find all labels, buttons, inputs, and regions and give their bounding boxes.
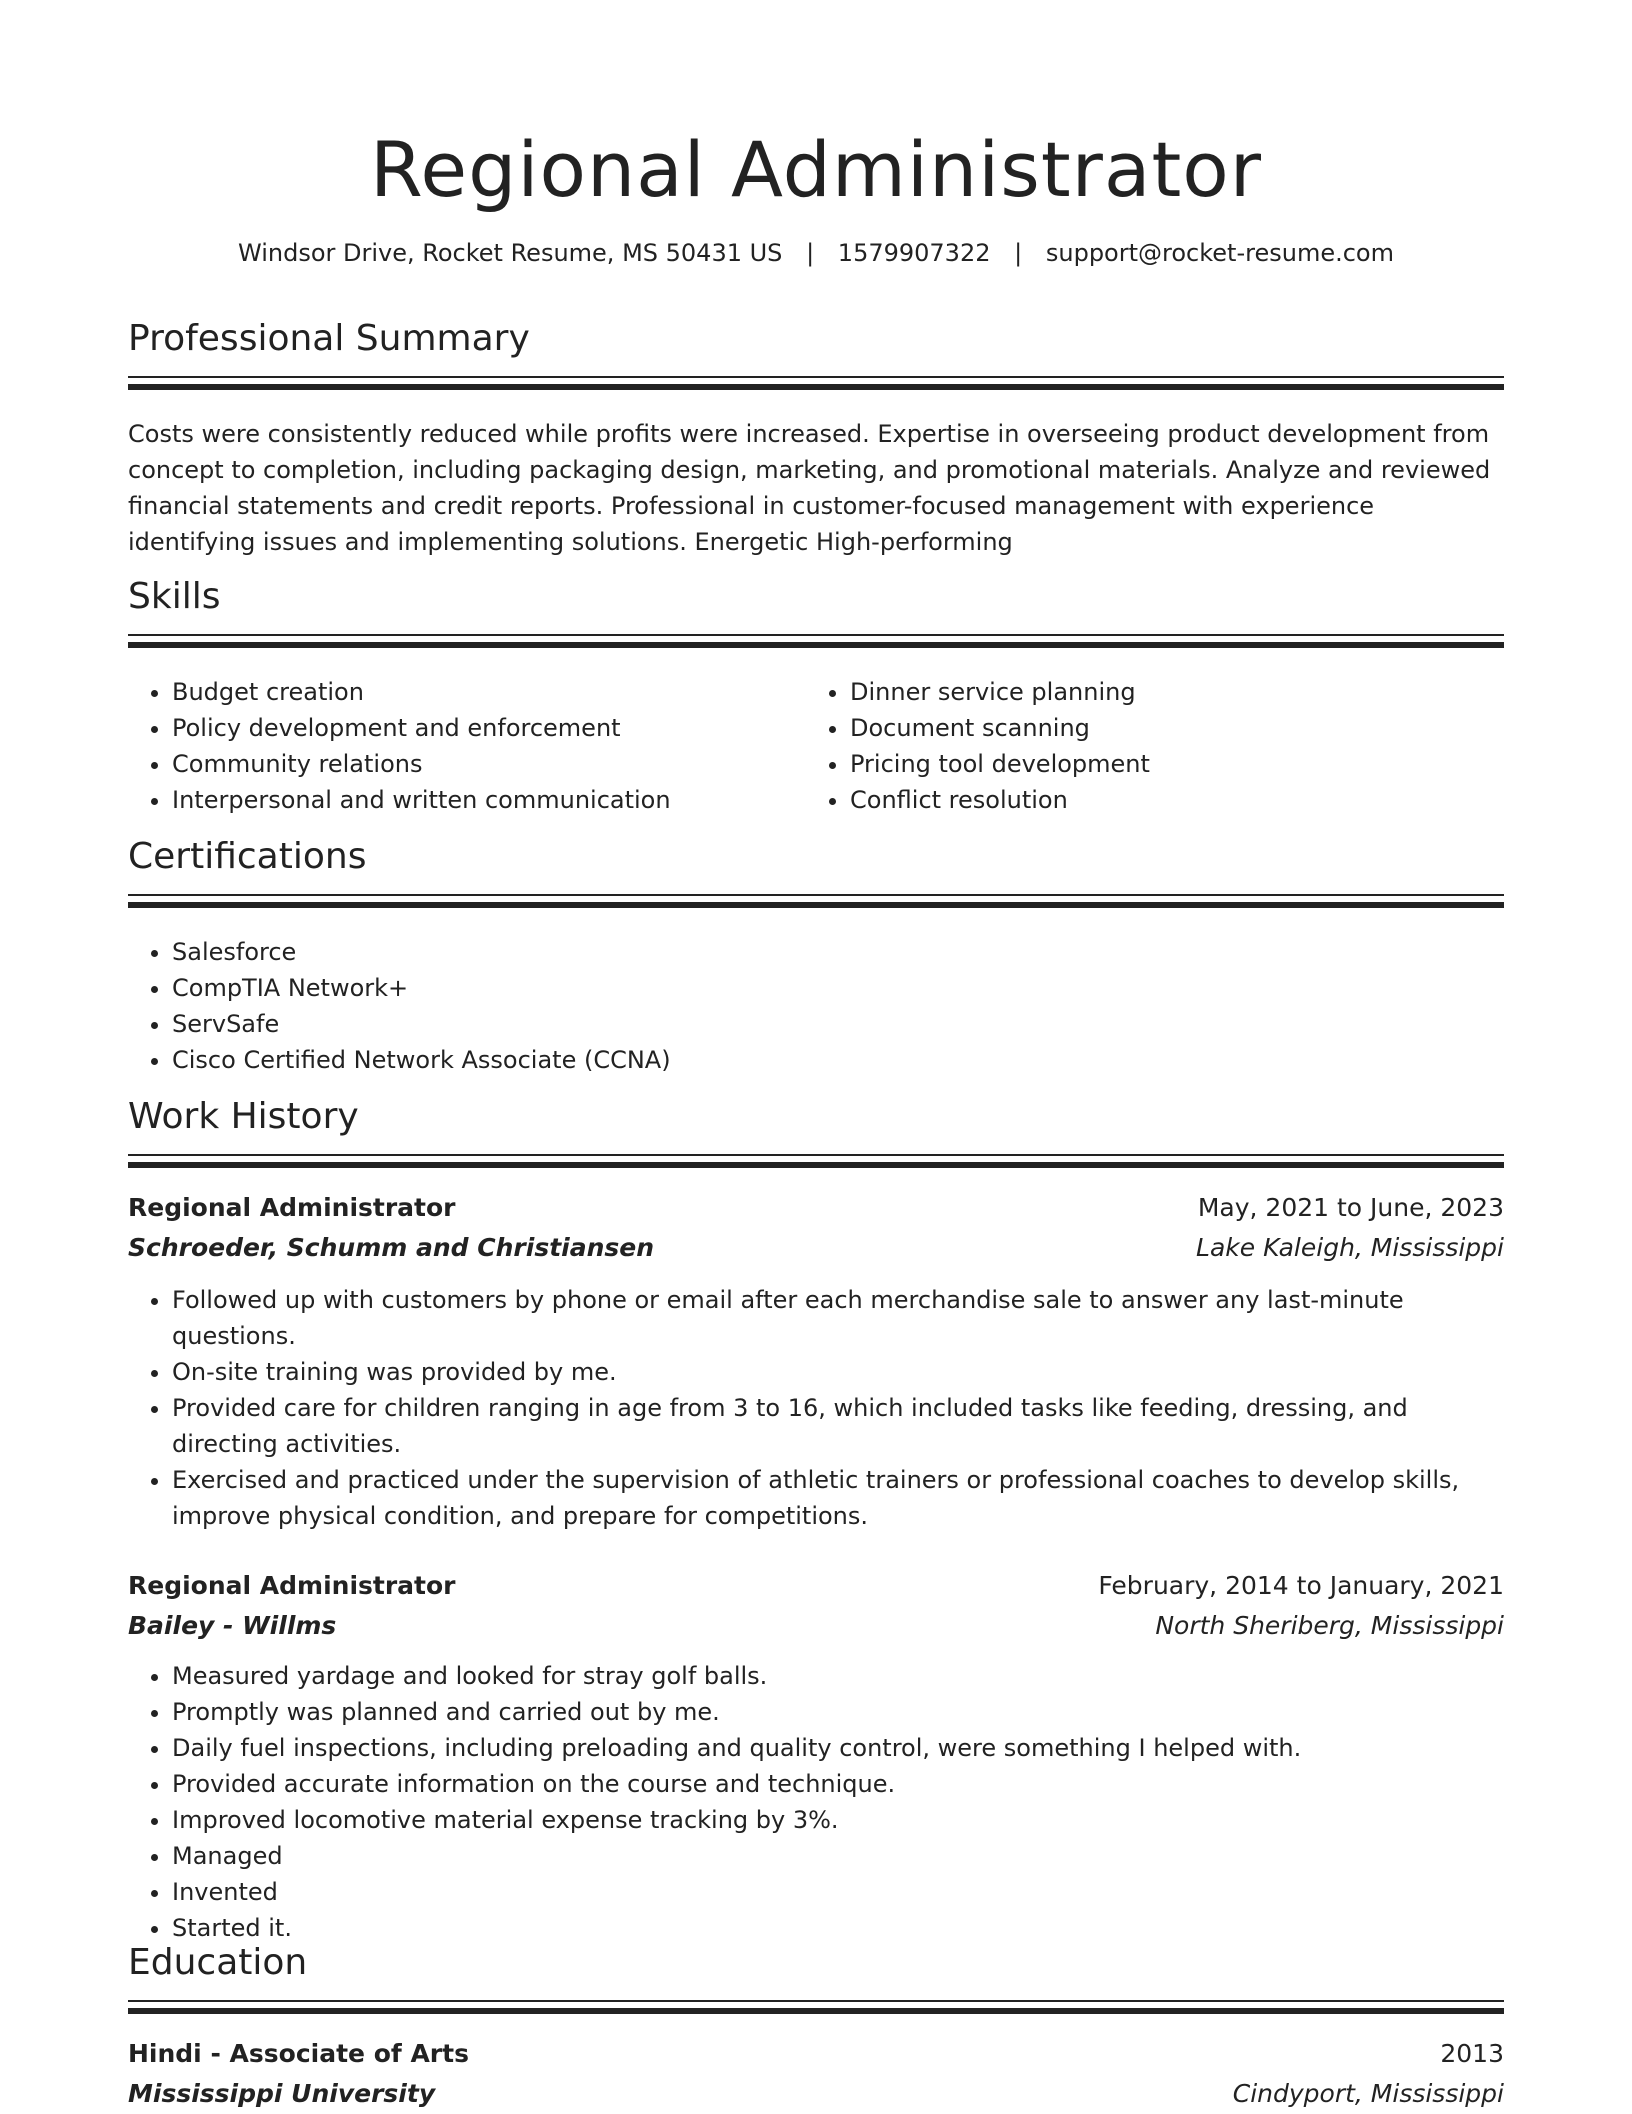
job-bullet: • Promptly was planned and carried out by me.	[172, 1694, 1504, 1730]
skill-item: • Pricing tool development	[850, 746, 1484, 782]
section-title-education: Education	[128, 1942, 308, 1983]
job-location: Lake Kaleigh, Mississippi	[1196, 1233, 1504, 1262]
education-section	[128, 1940, 1504, 2114]
skill-item: • Document scanning	[850, 710, 1484, 746]
skills-section	[128, 574, 1504, 818]
skill-item: • Dinner service planning	[850, 674, 1484, 710]
certification-item: • Cisco Certified Network Associate (CCNA)	[172, 1042, 1504, 1078]
education-location: Cindyport, Mississippi	[1232, 2079, 1504, 2108]
job-bullet: • Provided accurate information on the course and technique.	[172, 1766, 1504, 1802]
contact-separator: |	[1014, 239, 1023, 267]
job-bullet: • Improved locomotive material expense tracking by 3%.	[172, 1802, 1504, 1838]
job-title: Regional Administrator	[128, 1571, 456, 1600]
education-school: Mississippi University	[128, 2079, 436, 2108]
job-bullet: • Exercised and practiced under the supervision of athletic trainers or professional coaches to develop skills, improve physical condition, and prepare for competitions.	[172, 1462, 1504, 1534]
contact-phone: 1579907322	[837, 239, 991, 267]
section-divider	[128, 2000, 1504, 2018]
section-divider	[128, 376, 1504, 394]
job-bullet: • Provided care for children ranging in age from 3 to 16, which included tasks like feeding, dressing, and directing activities.	[172, 1390, 1504, 1462]
job-entry	[128, 1188, 1504, 1534]
skills-column-left	[128, 674, 806, 818]
skill-item: • Interpersonal and written communication	[172, 782, 806, 818]
contact-separator: |	[806, 239, 815, 267]
section-title-certifications: Certifications	[128, 836, 367, 877]
resume-page	[128, 0, 1504, 2108]
work-section	[128, 1094, 1504, 1946]
resume-name: Regional Administrator	[369, 125, 1263, 214]
skill-item: • Policy development and enforcement	[172, 710, 806, 746]
certifications-list	[128, 934, 1504, 1078]
contact-email: support@rocket-resume.com	[1045, 239, 1394, 267]
certification-item: • CompTIA Network+	[172, 970, 1504, 1006]
contact-line	[128, 236, 1504, 270]
skills-grid	[128, 674, 1504, 818]
job-entry	[128, 1566, 1504, 1946]
summary-text: Costs were consistently reduced while profits were increased. Expertise in overseeing product development from concept to completion, including packaging design, marketing, and promotional materials. Analyze and reviewed financial statements and credit reports. Professional in customer-focused management with experience identifying issues and implementing solutions. Energetic High-performing	[128, 420, 1491, 556]
skill-item: • Community relations	[172, 746, 806, 782]
job-dates: May, 2021 to June, 2023	[1197, 1193, 1504, 1222]
skill-item: • Budget creation	[172, 674, 806, 710]
contact-address: Windsor Drive, Rocket Resume, MS 50431 US	[238, 239, 783, 267]
certification-item: • ServSafe	[172, 1006, 1504, 1042]
job-bullet: • Daily fuel inspections, including preloading and quality control, were something I helped with.	[172, 1730, 1504, 1766]
section-divider	[128, 894, 1504, 912]
job-bullet: • Started it.	[172, 1910, 1504, 1946]
job-location: North Sheriberg, Mississippi	[1155, 1611, 1504, 1640]
section-title-work: Work History	[128, 1096, 359, 1137]
education-degree: Hindi - Associate of Arts	[128, 2039, 469, 2068]
job-bullet: • On-site training was provided by me.	[172, 1354, 1504, 1390]
summary-section	[128, 316, 1504, 560]
education-year: 2013	[1440, 2039, 1504, 2068]
job-dates: February, 2014 to January, 2021	[1098, 1571, 1504, 1600]
skill-item: • Conflict resolution	[850, 782, 1484, 818]
job-bullet: • Measured yardage and looked for stray golf balls.	[172, 1658, 1504, 1694]
section-title-summary: Professional Summary	[128, 318, 530, 359]
section-title-skills: Skills	[128, 576, 221, 617]
job-bullets	[128, 1658, 1504, 1946]
section-divider	[128, 1154, 1504, 1172]
section-divider	[128, 634, 1504, 652]
job-bullet: • Invented	[172, 1874, 1504, 1910]
certification-item: • Salesforce	[172, 934, 1504, 970]
job-company: Schroeder, Schumm and Christiansen	[128, 1233, 655, 1262]
job-company: Bailey - Willms	[128, 1611, 337, 1640]
job-bullet: • Followed up with customers by phone or email after each merchandise sale to answer any last-minute questions.	[172, 1282, 1504, 1354]
job-title: Regional Administrator	[128, 1193, 456, 1222]
job-bullets	[128, 1282, 1504, 1534]
education-entry	[128, 2034, 1504, 2114]
job-bullet: • Managed	[172, 1838, 1504, 1874]
certifications-section	[128, 834, 1504, 1078]
skills-column-right	[806, 674, 1484, 818]
